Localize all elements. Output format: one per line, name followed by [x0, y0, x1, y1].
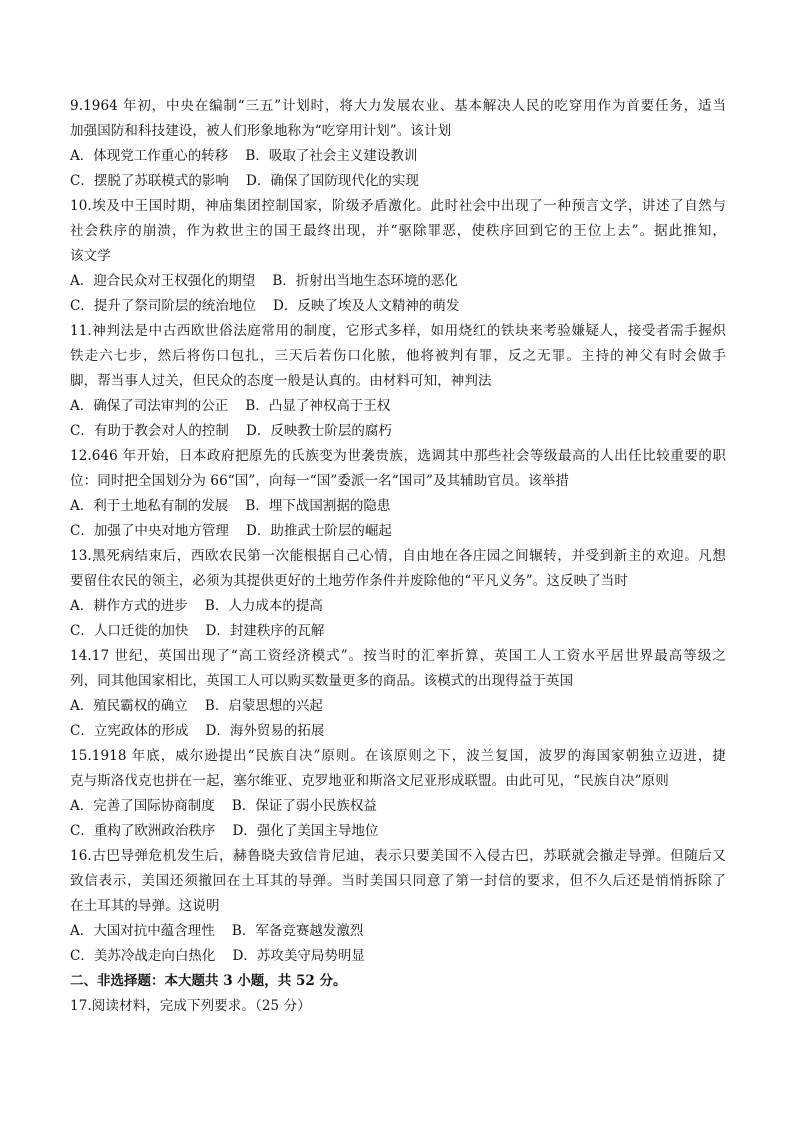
options-cd: C．美苏冷战走向白热化 D．苏攻美守局势明显: [70, 948, 365, 964]
question-10: [70, 194, 726, 319]
question-stem: [70, 444, 726, 494]
question-11: [70, 319, 726, 444]
options-ab: A．耕作方式的进步 B．人力成本的提高: [70, 598, 323, 614]
stem-line: 10.埃及中王国时期，神庙集团控制国家，阶级矛盾激化。此时社会中出现了一种预言文学，讲述了自然与: [70, 198, 726, 214]
question-17: 17.阅读材料，完成下列要求。（25 分）: [70, 998, 311, 1014]
options-cd: C．提升了祭司阶层的统治地位 D．反映了埃及人文精神的萌发: [70, 298, 460, 314]
options-ab: A．殖民霸权的确立 B．启蒙思想的兴起: [70, 698, 323, 714]
question-stem: [70, 544, 726, 594]
options-cd: C．人口迁徙的加快 D．封建秩序的瓦解: [70, 623, 325, 639]
question-14: [70, 644, 726, 744]
stem-line: 列，同其他国家相比，英国工人可以购买数量更多的商品。该模式的出现得益于英国: [70, 673, 574, 689]
stem-line: 加强国防和科技建设，被人们形象地称为“吃穿用计划”。该计划: [70, 123, 452, 139]
stem-line: 在土耳其的导弹。这说明: [70, 898, 220, 914]
options-ab: A．迎合民众对王权强化的期望 B．折射出当地生态环境的恶化: [70, 273, 458, 289]
options-ab: A．利于土地私有制的发展 B．埋下战国割据的隐患: [70, 498, 391, 514]
stem-line: 致信表示，美国还须撤回在土耳其的导弹。当时美国只同意了第一封信的要求，但不久后还是悄悄拆除了: [70, 873, 726, 889]
question-stem: [70, 744, 726, 794]
options-cd: C．立宪政体的形成 D．海外贸易的拓展: [70, 723, 325, 739]
question-stem: [70, 319, 726, 394]
section-heading: 二、非选择题：本大题共 3 小题，共 52 分。: [70, 973, 347, 989]
stem-line: 9.1964 年初，中央在编制“三五”计划时，将大力发展农业、基本解决人民的吃穿用作为首要任务，适当: [70, 98, 726, 114]
options-cd: C．有助于教会对人的控制 D．反映教士阶层的腐朽: [70, 423, 392, 439]
stem-line: 13.黑死病结束后，西欧农民第一次能根据自己心情，自由地在各庄园之间辗转，并受到新主的欢迎。凡想: [70, 548, 726, 564]
stem-line: 社会秩序的崩溃，作为救世主的国王最终出现，并“驱除罪恶，使秩序回到它的王位上去”。据此推知，: [70, 223, 726, 239]
options-ab: A．体现党工作重心的转移 B．吸取了社会主义建设教训: [70, 148, 418, 164]
stem-line: 铁走六七步，然后将伤口包扎，三天后若伤口化脓，他将被判有罪，反之无罪。主持的神父有时会做手: [70, 348, 726, 364]
question-stem: [70, 644, 726, 694]
stem-line: 脚，帮当事人过关，但民众的态度一般是认真的。由材料可知，神判法: [70, 373, 492, 389]
stem-line: 要留住农民的领主，必须为其提供更好的土地劳作条件并废除他的“平凡义务”。这反映了当时: [70, 573, 629, 589]
options-cd: C．加强了中央对地方管理 D．助推武士阶层的崛起: [70, 523, 392, 539]
question-stem: [70, 844, 726, 919]
options-cd: C．摆脱了苏联模式的影响 D．确保了国防现代化的实现: [70, 173, 419, 189]
options-cd: C．重构了欧洲政治秩序 D．强化了美国主导地位: [70, 823, 379, 839]
question-15: [70, 744, 726, 844]
stem-line: 15.1918 年底，威尔逊提出“民族自决”原则。在该原则之下，波兰复国，波罗的海国家朝独立迈进，捷: [70, 748, 726, 764]
question-13: [70, 544, 726, 644]
question-stem: [70, 94, 726, 144]
question-9: [70, 94, 726, 194]
options-ab: A．大国对抗中蕴含理性 B．军备竞赛越发激烈: [70, 923, 364, 939]
stem-line: 11.神判法是中古西欧世俗法庭常用的制度，它形式多样，如用烧红的铁块来考验嫌疑人，接受者需手握炽: [70, 323, 726, 339]
stem-line: 克与斯洛伐克也拼在一起，塞尔维亚、克罗地亚和斯洛文尼亚形成联盟。由此可见，“民族自决”原则: [70, 773, 669, 789]
options-ab: A．确保了司法审判的公正 B．凸显了神权高于王权: [70, 398, 391, 414]
stem-line: 该文学: [70, 248, 111, 264]
options-ab: A．完善了国际协商制度 B．保证了弱小民族权益: [70, 798, 377, 814]
question-16: [70, 844, 726, 969]
stem-line: 12.646 年开始，日本政府把原先的氏族变为世袭贵族，选调其中那些社会等级最高的人出任比较重要的职: [70, 448, 726, 464]
question-12: [70, 444, 726, 544]
stem-line: 16.古巴导弹危机发生后，赫鲁晓夫致信肯尼迪，表示只要美国不入侵古巴，苏联就会撤走导弹。但随后又: [70, 848, 726, 864]
question-stem: [70, 194, 726, 269]
stem-line: 14.17 世纪，英国出现了“高工资经济模式”。按当时的汇率折算，英国工人工资水平居世界最高等级之: [70, 648, 726, 664]
stem-line: 位：同时把全国划分为 66“国”，向每一“国”委派一名“国司”及其辅助官员。该举措: [70, 473, 569, 489]
exam-page: [70, 94, 726, 1019]
